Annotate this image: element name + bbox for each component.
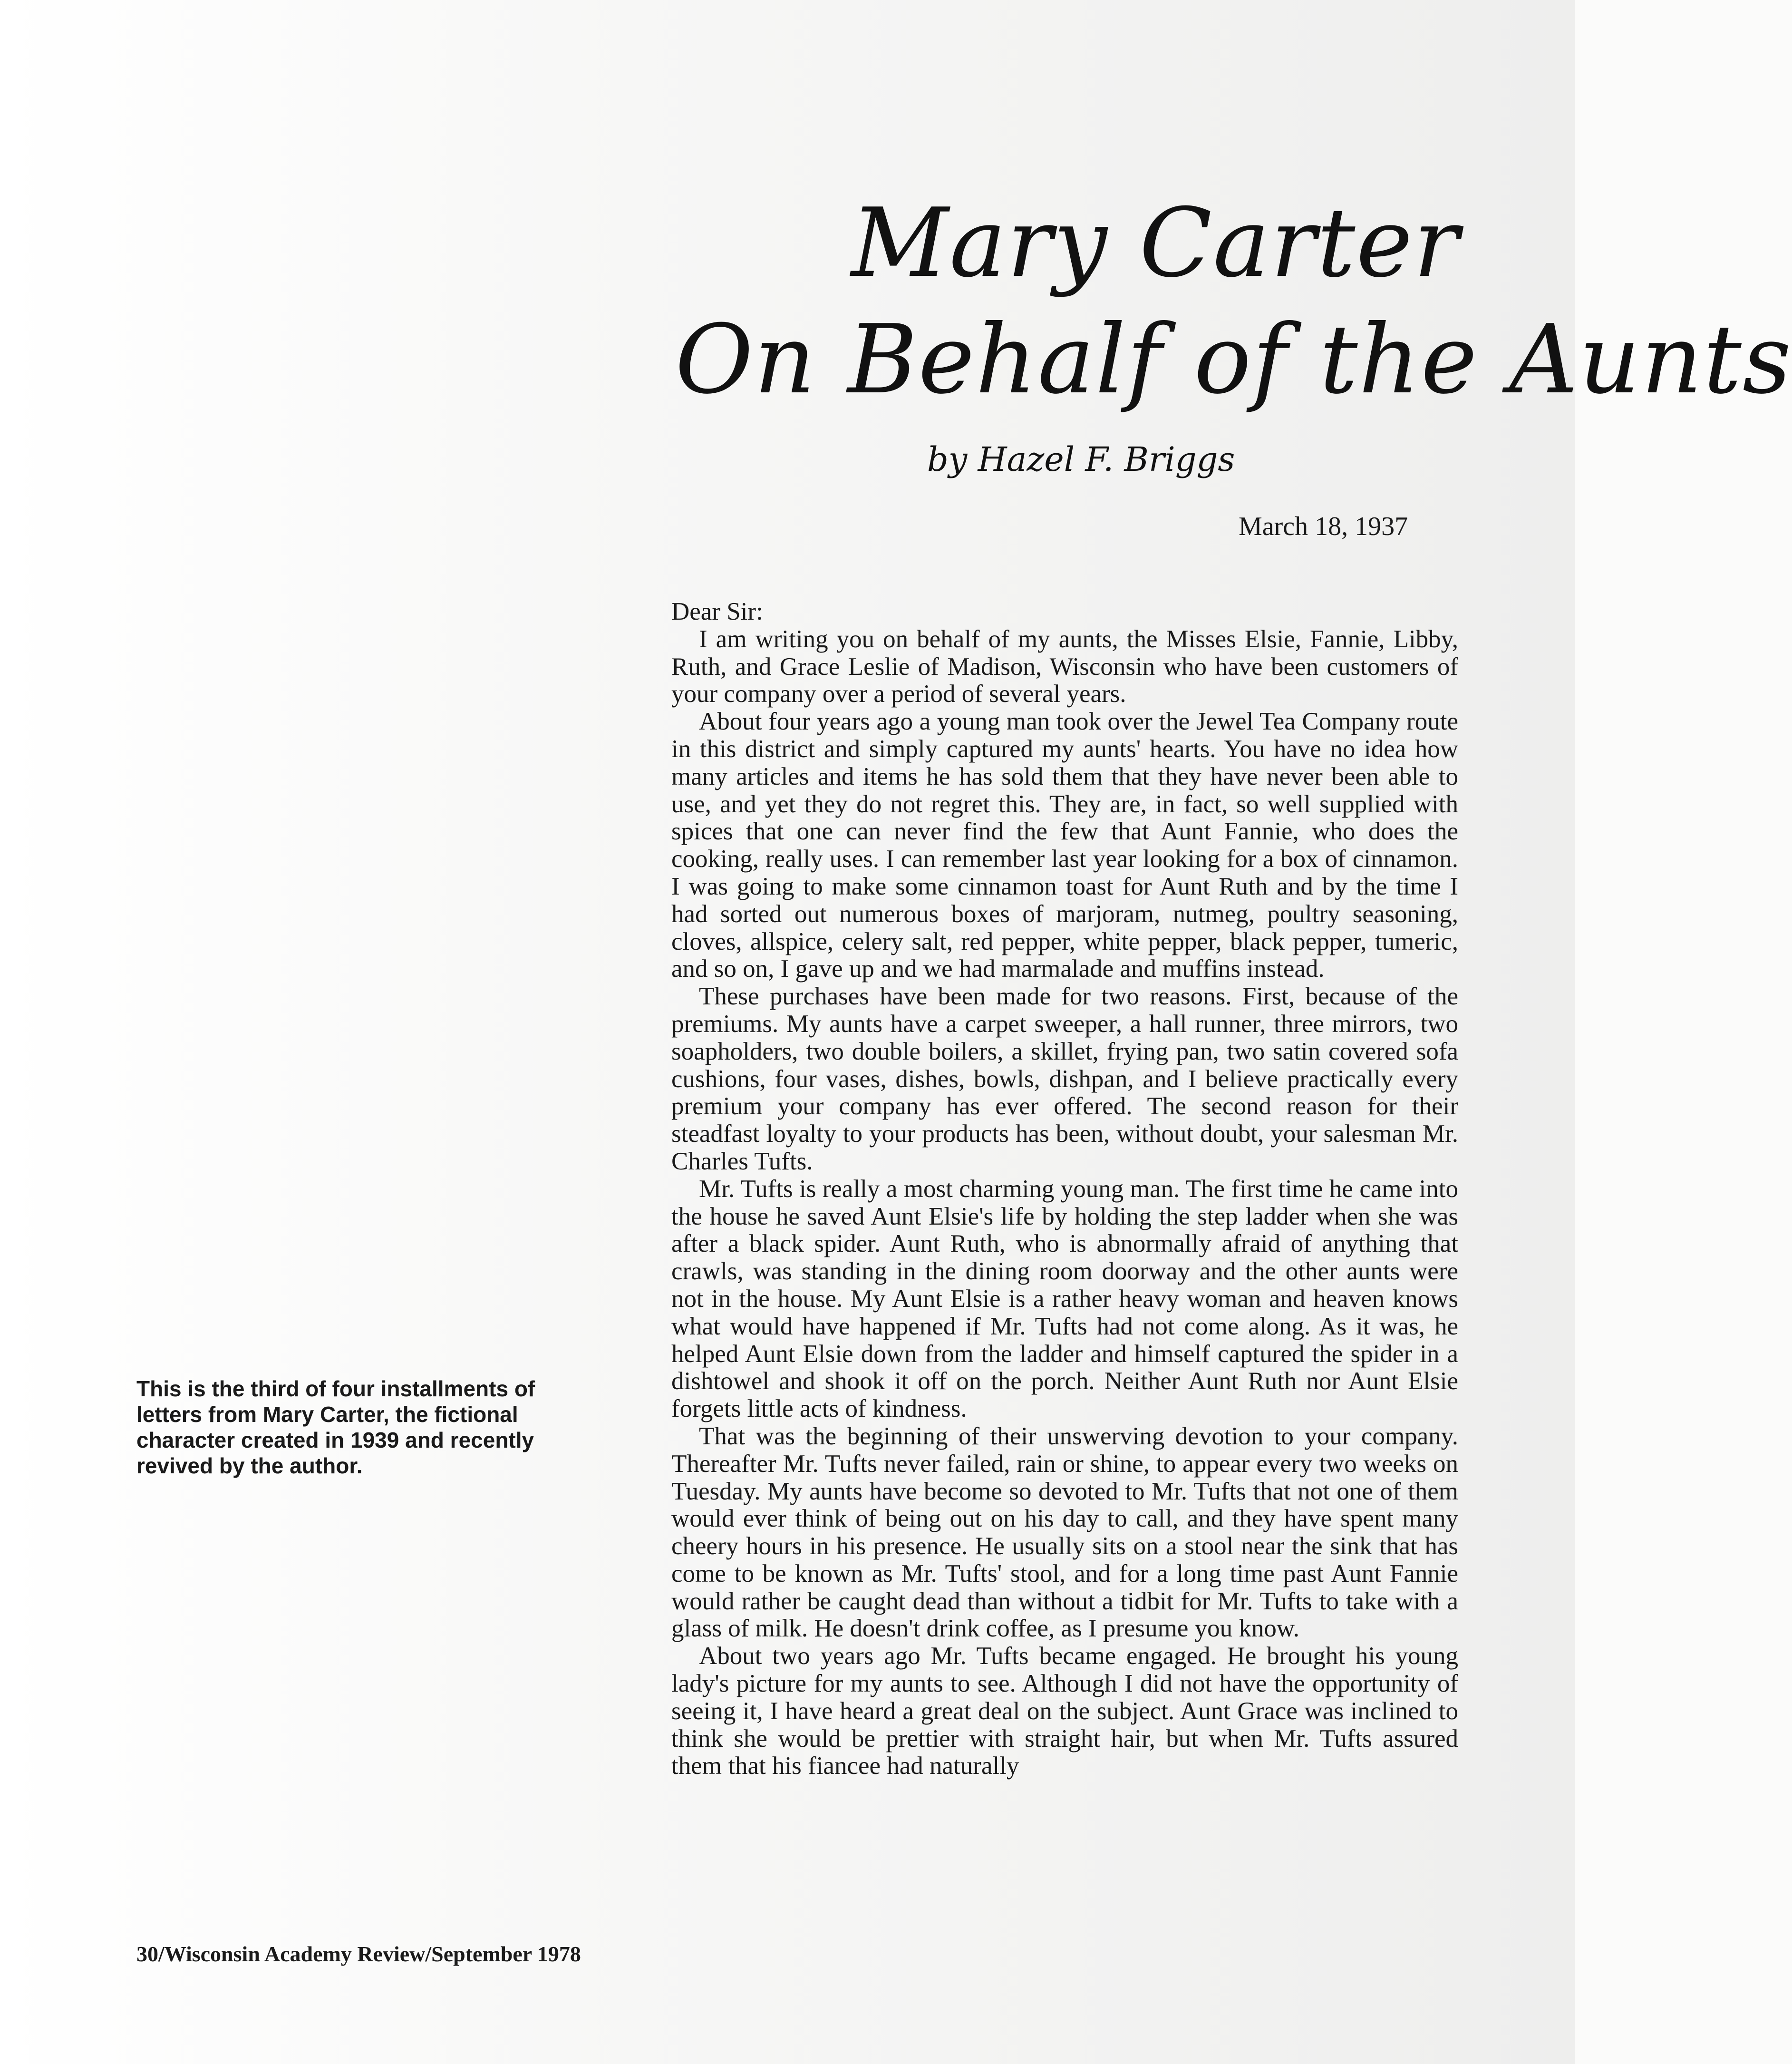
letter-paragraph-2: About four years ago a young man took over the Jewel Tea Company route in this district and simply captured my aunts' hearts. You have no idea how many articles and items he has sold them that they have never been able to use, and yet they do not regret this. They are, in fact, so well supplied with spices that one can never find the few that Aunt Fannie, who does the cooking, really uses. I can remember last year looking for a box of cinnamon. I was going to make some cinnamon toast for Aunt Ruth and by the time I had sorted out numerous boxes of marjoram, nutmeg, poultry seasoning, cloves, allspice, celery salt, red pepper, white pepper, black pepper, tumeric, and so on, I gave up and we had marmalade and muffins instead.	[671, 708, 1458, 983]
byline: by Hazel F. Briggs	[927, 440, 1235, 479]
page-footer: 30/Wisconsin Academy Review/September 1978	[136, 1942, 581, 1966]
letter-paragraph-3: These purchases have been made for two reasons. First, because of the premiums. My aunts have a carpet sweeper, a hall runner, three mirrors, two soapholders, two double boilers, a skillet, frying pan, two satin covered sofa cushions, four vases, dishes, bowls, dishpan, and I believe practically every premium your company has ever offered. The second reason for their steadfast loyalty to your products has been, without doubt, your salesman Mr. Charles Tufts.	[671, 983, 1458, 1175]
letter-body	[671, 598, 1458, 1780]
letter-salutation: Dear Sir:	[671, 598, 763, 625]
title-line-2: On Behalf of the Aunts	[675, 304, 1792, 415]
installment-sidenote: This is the third of four installments of letters from Mary Carter, the fictional character created in 1939 and recently revived by the author.	[136, 1376, 535, 1478]
letter-date: March 18, 1937	[1239, 512, 1408, 541]
letter-paragraph-5: That was the beginning of their unswerving devotion to your company. Thereafter Mr. Tufts never failed, rain or shine, to appear every two weeks on Tuesday. My aunts have become so devoted to Mr. Tufts that not one of them would ever think of being out on his day to call, and they have spent many cheery hours in his presence. He usually sits on a stool near the sink that has come to be known as Mr. Tufts' stool, and for a long time past Aunt Fannie would rather be caught dead than without a tidbit for Mr. Tufts to take with a glass of milk. He doesn't drink coffee, as I presume you know.	[671, 1422, 1458, 1643]
letter-paragraph-1: I am writing you on behalf of my aunts, the Misses Elsie, Fannie, Libby, Ruth, and Grace Leslie of Madison, Wisconsin who have been customers of your company over a period of several years.	[671, 625, 1458, 708]
title-line-1: Mary Carter	[851, 188, 1460, 299]
letter-paragraph-6: About two years ago Mr. Tufts became engaged. He brought his young lady's picture for my aunts to see. Although I did not have the opportunity of seeing it, I have heard a great deal on the subject. Aunt Grace was inclined to think she would be prettier with straight hair, but when Mr. Tufts assured them that his fiancee had naturally	[671, 1642, 1458, 1780]
letter-paragraph-4: Mr. Tufts is really a most charming young man. The first time he came into the house he saved Aunt Elsie's life by holding the step ladder when she was after a black spider. Aunt Ruth, who is abnormally afraid of anything that crawls, was standing in the dining room doorway and the other aunts were not in the house. My Aunt Elsie is a rather heavy woman and heaven knows what would have happened if Mr. Tufts had not come along. As it was, he helped Aunt Elsie down from the ladder and himself captured the spider in a dishtowel and shook it off on the porch. Neither Aunt Ruth nor Aunt Elsie forgets little acts of kindness.	[671, 1175, 1458, 1423]
